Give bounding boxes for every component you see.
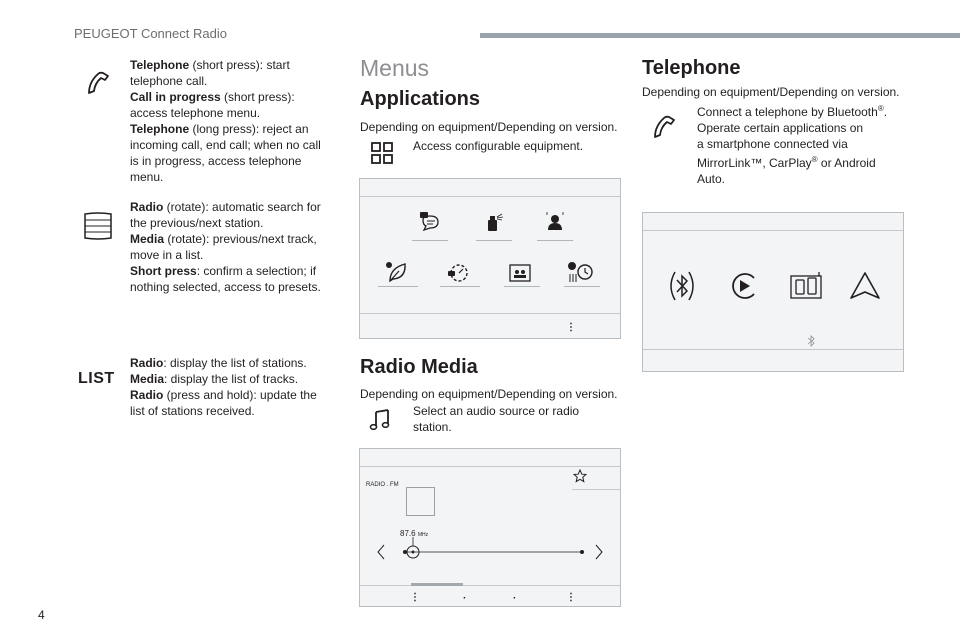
mirrorlink-icon[interactable] bbox=[789, 270, 823, 302]
music-note-icon bbox=[369, 408, 393, 432]
contacts-app-icon[interactable] bbox=[508, 262, 532, 284]
applications-availability: Depending on equipment/Depending on version. bbox=[360, 120, 618, 134]
list-label: LIST bbox=[78, 370, 115, 387]
driver-profile-app-icon[interactable] bbox=[543, 210, 567, 234]
page-number: 4 bbox=[38, 608, 45, 622]
page-dot-2[interactable]: · bbox=[513, 593, 517, 604]
applications-description: Access configurable equipment. bbox=[413, 139, 584, 153]
menus-title: Menus bbox=[360, 55, 430, 81]
applications-title: Applications bbox=[360, 88, 481, 110]
bluetooth-icon[interactable] bbox=[665, 269, 699, 303]
telephone-description: Telephone (short press): start telephone call. Call in progress (short press): access telephone menu. Telephone (long press): reject an incoming call, end call; when no call is in progress, access telephone menu. bbox=[130, 58, 321, 184]
telephone-screen bbox=[642, 212, 904, 372]
right-more-icon[interactable]: ⋮ bbox=[566, 592, 576, 603]
header-bar bbox=[480, 33, 960, 38]
radio-media-description: Select an audio source or radio station. bbox=[413, 404, 580, 434]
climate-timer-app-icon[interactable] bbox=[566, 260, 594, 284]
station-artwork bbox=[406, 487, 435, 516]
rotary-knob-icon bbox=[82, 212, 114, 240]
air-freshener-app-icon[interactable] bbox=[483, 211, 505, 233]
telephone-title: Telephone bbox=[642, 57, 741, 79]
frequency-readout: 87.6 MHz bbox=[400, 529, 429, 538]
active-tab-indicator bbox=[411, 583, 463, 586]
telephone-menu-icon bbox=[652, 114, 678, 140]
radio-media-availability: Depending on equipment/Depending on version. bbox=[360, 387, 618, 401]
carplay-icon[interactable] bbox=[728, 270, 760, 302]
telephone-icon bbox=[86, 70, 112, 96]
eco-leaf-app-icon[interactable] bbox=[384, 260, 410, 284]
driving-lights-app-icon[interactable] bbox=[445, 260, 471, 284]
frequency-slider[interactable] bbox=[374, 537, 610, 567]
radio-source-label: RADIO . FM bbox=[366, 482, 399, 488]
favourite-star-icon[interactable] bbox=[573, 469, 587, 483]
radio-screen bbox=[359, 448, 621, 607]
telephone-description: Connect a telephone by Bluetooth®. Operate certain applications on a smartphone connected via MirrorLink™, CarPlay® or Android Auto. bbox=[697, 104, 888, 186]
radio-description: Radio (rotate): automatic search for the previous/next station. Media (rotate): previous/next track, move in a list. Short press: confirm a selection; if nothing selected, access to presets. bbox=[130, 200, 321, 294]
left-more-icon[interactable]: ⋮ bbox=[410, 592, 420, 603]
list-description: Radio: display the list of stations. Media: display the list of tracks. Radio (press and hold): update the list of stations received. bbox=[130, 356, 317, 418]
telephone-availability: Depending on equipment/Depending on version. bbox=[642, 85, 900, 99]
applications-grid-icon bbox=[370, 141, 394, 165]
applications-screen bbox=[359, 178, 621, 339]
page-dot-1[interactable]: · bbox=[463, 593, 467, 604]
running-header: PEUGEOT Connect Radio bbox=[74, 26, 227, 41]
bluetooth-status-icon bbox=[807, 335, 815, 347]
messages-app-icon[interactable] bbox=[418, 210, 442, 232]
radio-media-title: Radio Media bbox=[360, 356, 478, 378]
more-options-icon[interactable]: ⋮ bbox=[566, 322, 576, 333]
android-auto-icon[interactable] bbox=[848, 270, 882, 302]
